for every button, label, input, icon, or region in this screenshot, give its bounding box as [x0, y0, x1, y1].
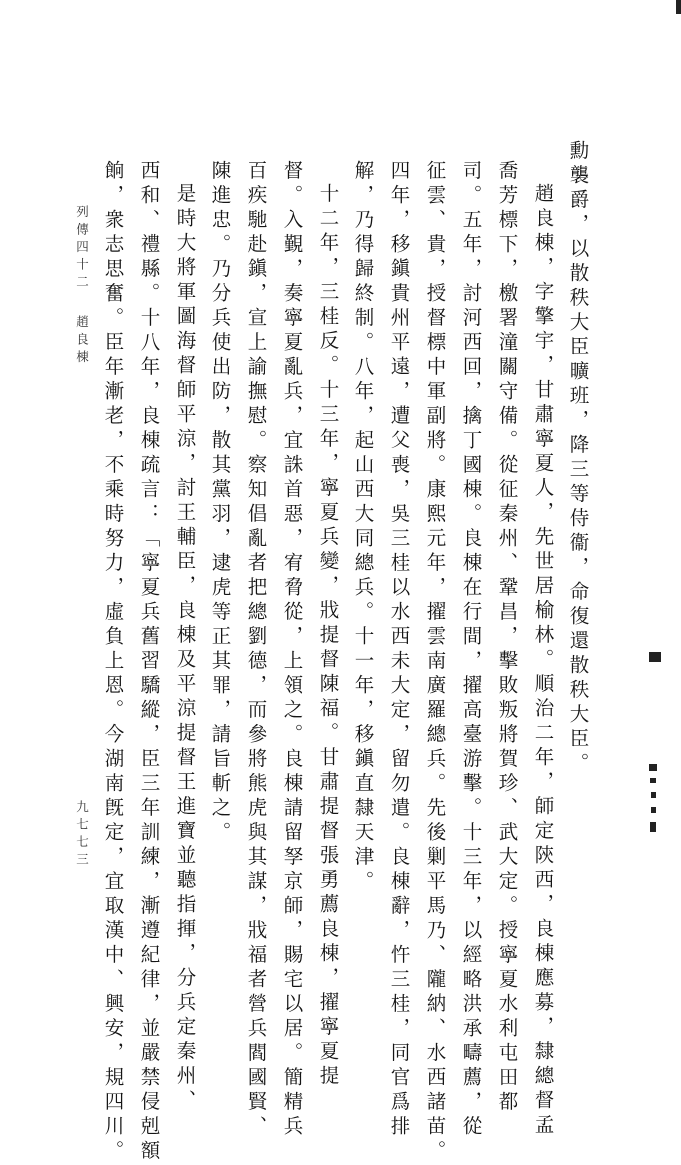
scan-mark [650, 778, 656, 783]
scan-mark [649, 652, 661, 662]
text-column: 是時大將軍圖海督師平涼，討王輔臣，良棟及平涼提督王進寶並聽指揮，分兵定秦州、 [173, 183, 197, 1114]
scan-mark [676, 0, 681, 14]
text-column: 餉，衆志思奮。臣年漸老，不乘時努力，虛負上恩。今湖南旣定，宜取漢中、興安，規四川。 [101, 160, 125, 1165]
text-column: 西和、禮縣。十八年，良棟疏言：「寧夏兵舊習驕縱，臣三年訓練，漸遵紀律，並嚴禁侵剋額 [137, 160, 161, 1165]
chapter-label: 列傳四十二 [74, 205, 90, 293]
page-number: 九七七三 [74, 800, 90, 870]
text-column: 百疾馳赴鎭，宣上諭撫慰。察知倡亂者把總劉德，而參將熊虎與其謀，戕福者營兵閻國賢、 [244, 160, 268, 1140]
scan-mark [650, 822, 656, 832]
text-column: 勳襲爵，以散秩大臣曠班，降三等侍衞，命復還散秩大臣。 [566, 140, 590, 777]
text-column: 四年，移鎭貴州平遠，遭父喪，吳三桂以水西未大定，留勿遣。良棟辭，忤三桂，同官爲排 [387, 160, 411, 1140]
text-column: 陳進忠。乃分兵使出防，散其黨羽，逮虎等正其罪，請旨斬之。 [208, 160, 232, 846]
scan-mark [649, 764, 657, 771]
scan-mark [651, 792, 656, 798]
text-column: 十二年，三桂反。十三年，寧夏兵變，戕提督陳福。甘肅提督張勇薦良棟，擢寧夏提 [316, 183, 340, 1090]
text-column: 征雲、貴，授督標中軍副將。康熙元年，擢雲南廣羅總兵。先後剿平馬乃、隴納、水西諸苗。 [423, 160, 447, 1165]
scan-mark [651, 807, 656, 813]
text-column: 督。入覲，奏寧夏亂兵，宜誅首惡，宥脅從，上領之。良棟請留孥京師，賜宅以居。簡精兵 [280, 160, 304, 1140]
text-column: 趙良棟，字擎宇，甘肅寧夏人，先世居榆林。順治二年，師定陝西，良棟應募，隸總督孟 [531, 183, 555, 1139]
text-column: 喬芳標下，檄署潼關守備。從征秦州、鞏昌，擊敗叛將賀珍、武大定。授寧夏水利屯田都 [495, 160, 519, 1116]
text-column: 司。五年，討河西回，擒丁國棟。良棟在行間，擢高臺游擊。十三年，以經略洪承疇薦，從 [459, 160, 483, 1140]
text-column: 解，乃得歸終制。八年，起山西大同總兵。十一年，移鎭直隸天津。 [351, 160, 375, 895]
subject-name: 趙良棟 [74, 315, 90, 368]
